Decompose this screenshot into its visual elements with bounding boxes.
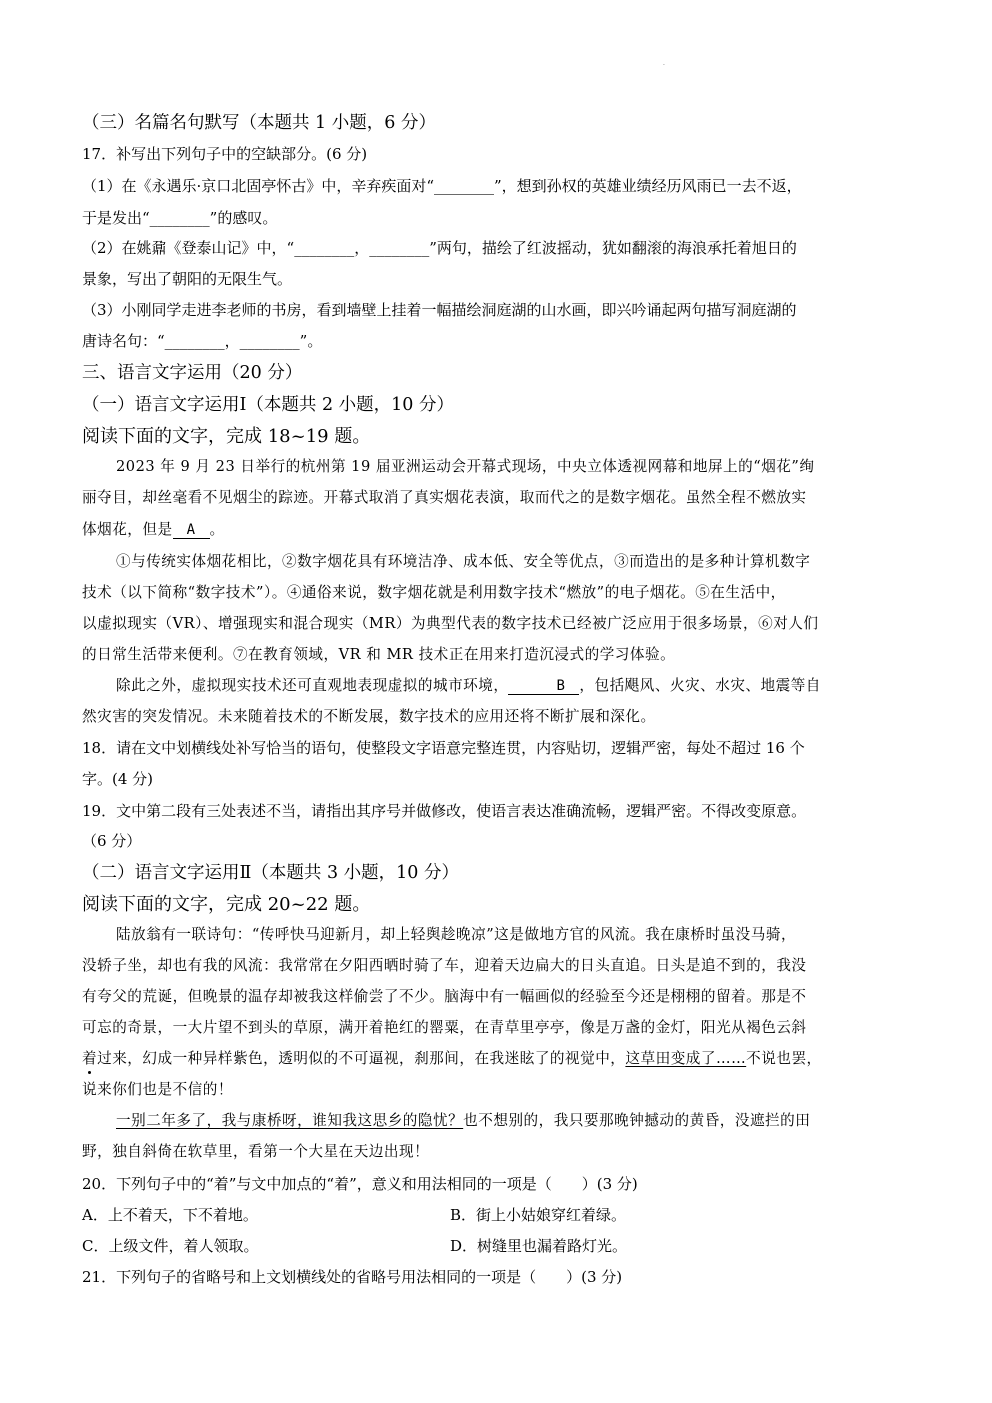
passage1-line7: 的日常生活带来便利。⑦在教育领域，VR 和 MR 技术正在用来打造沉浸式的学习体验。 bbox=[82, 646, 676, 663]
option-a: A．上不着天，下不着地。 bbox=[82, 1206, 258, 1224]
passage1-line3: 体烟花，但是 A 。 bbox=[82, 521, 225, 538]
passage2-line5: 着过来，幻成一种异样紫色，透明似的不可逼视，刹那间，在我迷眩了的视觉中，这草田变成了……不说也罢， bbox=[82, 1050, 822, 1067]
q17-item-1-line2: 于是发出“________”的感叹。 bbox=[82, 209, 278, 227]
passage2-line4: 可忘的奇景，一大片望不到头的草原，满开着艳红的罂粟，在青草里亭亭，像是万盏的金灯，阳光从褐色云斜 bbox=[82, 1019, 807, 1036]
passage1-line9: 然灾害的突发情况。未来随着技术的不断发展，数字技术的应用还将不断扩展和深化。 bbox=[82, 708, 656, 725]
passage1-line5: 技术（以下简称“数字技术”）。④通俗来说，数字烟花就是利用数字技术“燃放”的电子烟花。⑤在生活中， bbox=[82, 584, 786, 601]
question-19-line1: 19．文中第二段有三处表述不当，请指出其序号并做修改，使语言表达准确流畅，逻辑严密。不得改变原意。 bbox=[82, 802, 807, 820]
q17-item-1-line1: （1）在《永遇乐·京口北固亭怀古》中，辛弃疾面对“________”，想到孙权的英雄业绩经历风雨已一去不返， bbox=[82, 177, 802, 195]
passage1-line1: 2023 年 9 月 23 日举行的杭州第 19 届亚洲运动会开幕式现场，中央立体透视网幕和地屏上的“烟花”绚 bbox=[116, 458, 815, 475]
passage2-line7: 一别二年多了，我与康桥呀，谁知我这思乡的隐忧？也不想别的，我只要那晚钟撼动的黄昏，没遮拦的田 bbox=[116, 1112, 811, 1129]
passage2-line3: 有夸父的荒诞，但晚景的温存却被我这样偷尝了不少。脑海中有一幅画似的经验至今还是栩栩的留着。那是不 bbox=[82, 988, 807, 1005]
option-d: D．树缝里也漏着路灯光。 bbox=[450, 1237, 628, 1255]
q17-item-2-line1: （2）在姚鼐《登泰山记》中，“________，________”两句，描绘了红波摇动，犹如翻滚的海浪承托着旭日的 bbox=[82, 239, 797, 257]
blank-b: B bbox=[508, 679, 579, 695]
subsection-1-heading: （一）语言文字运用Ⅰ（本题共 2 小题，10 分） bbox=[82, 395, 455, 415]
option-c: C．上级文件，着人领取。 bbox=[82, 1237, 259, 1255]
reading-instruction-2: 阅读下面的文字，完成 20~22 题。 bbox=[82, 894, 371, 915]
option-b: B．街上小姑娘穿红着绿。 bbox=[450, 1206, 627, 1224]
q17-item-3-line1: （3）小刚同学走进李老师的书房，看到墙壁上挂着一幅描绘洞庭湖的山水画，即兴吟诵起两句描写洞庭湖的 bbox=[82, 301, 797, 319]
passage1-line8: 除此之外，虚拟现实技术还可直观地表现虚拟的城市环境， B ，包括飓风、火灾、水灾、地震等自 bbox=[116, 677, 821, 694]
top-mark: · bbox=[663, 62, 665, 69]
section-heading: （三）名篇名句默写（本题共 1 小题，6 分） bbox=[82, 113, 436, 133]
passage2-line6: 说来你们也是不信的！ bbox=[82, 1081, 233, 1098]
question-20: 20．下列句子中的“着”与文中加点的“着”，意义和用法相同的一项是（ ）(3 分) bbox=[82, 1175, 638, 1193]
underlined-question-phrase: 一别二年多了，我与康桥呀，谁知我这思乡的隐忧？ bbox=[116, 1112, 464, 1129]
underlined-ellipsis-phrase: 这草田变成了…… bbox=[625, 1050, 747, 1067]
question-17: 17．补写出下列句子中的空缺部分。(6 分) bbox=[82, 145, 368, 163]
passage2-line8: 野，独自斜倚在软草里，看第一个大星在天边出现！ bbox=[82, 1143, 430, 1160]
question-19-line2: （6 分） bbox=[82, 832, 142, 850]
question-18-line2: 字。(4 分) bbox=[82, 770, 154, 788]
blank-a: A bbox=[173, 523, 210, 539]
part-three-heading: 三、语言文字运用（20 分） bbox=[82, 363, 303, 383]
passage2-line1: 陆放翁有一联诗句：“传呼快马迎新月，却上轻舆趁晚凉”这是做地方官的风流。我在康桥时虽没马骑， bbox=[116, 926, 797, 943]
dotted-zhe: 着 bbox=[82, 1050, 98, 1067]
reading-instruction-1: 阅读下面的文字，完成 18~19 题。 bbox=[82, 426, 371, 447]
passage1-line4: ①与传统实体烟花相比，②数字烟花具有环境洁净、成本低、安全等优点，③而造出的是多种计算机数字 bbox=[116, 553, 811, 570]
q17-item-2-line2: 景象，写出了朝阳的无限生气。 bbox=[82, 270, 293, 288]
subsection-2-heading: （二）语言文字运用Ⅱ（本题共 3 小题，10 分） bbox=[82, 863, 459, 883]
passage2-line2: 没轿子坐，却也有我的风流：我常常在夕阳西晒时骑了车，迎着天边扁大的日头直追。日头是追不到的，我没 bbox=[82, 957, 807, 974]
question-21: 21．下列句子的省略号和上文划横线处的省略号用法相同的一项是（ ）(3 分) bbox=[82, 1268, 623, 1286]
q17-item-3-line2: 唐诗名句：“________，________”。 bbox=[82, 332, 323, 350]
passage1-line2: 丽夺目，却丝毫看不见烟尘的踪迹。开幕式取消了真实烟花表演，取而代之的是数字烟花。虽然全程不燃放实 bbox=[82, 489, 807, 506]
question-18-line1: 18．请在文中划横线处补写恰当的语句，使整段文字语意完整连贯，内容贴切，逻辑严密，每处不超过 16 个 bbox=[82, 739, 805, 757]
passage1-line6: 以虚拟现实（VR）、增强现实和混合现实（MR）为典型代表的数字技术已经被广泛应用于很多场景，⑥对人们 bbox=[82, 615, 819, 632]
